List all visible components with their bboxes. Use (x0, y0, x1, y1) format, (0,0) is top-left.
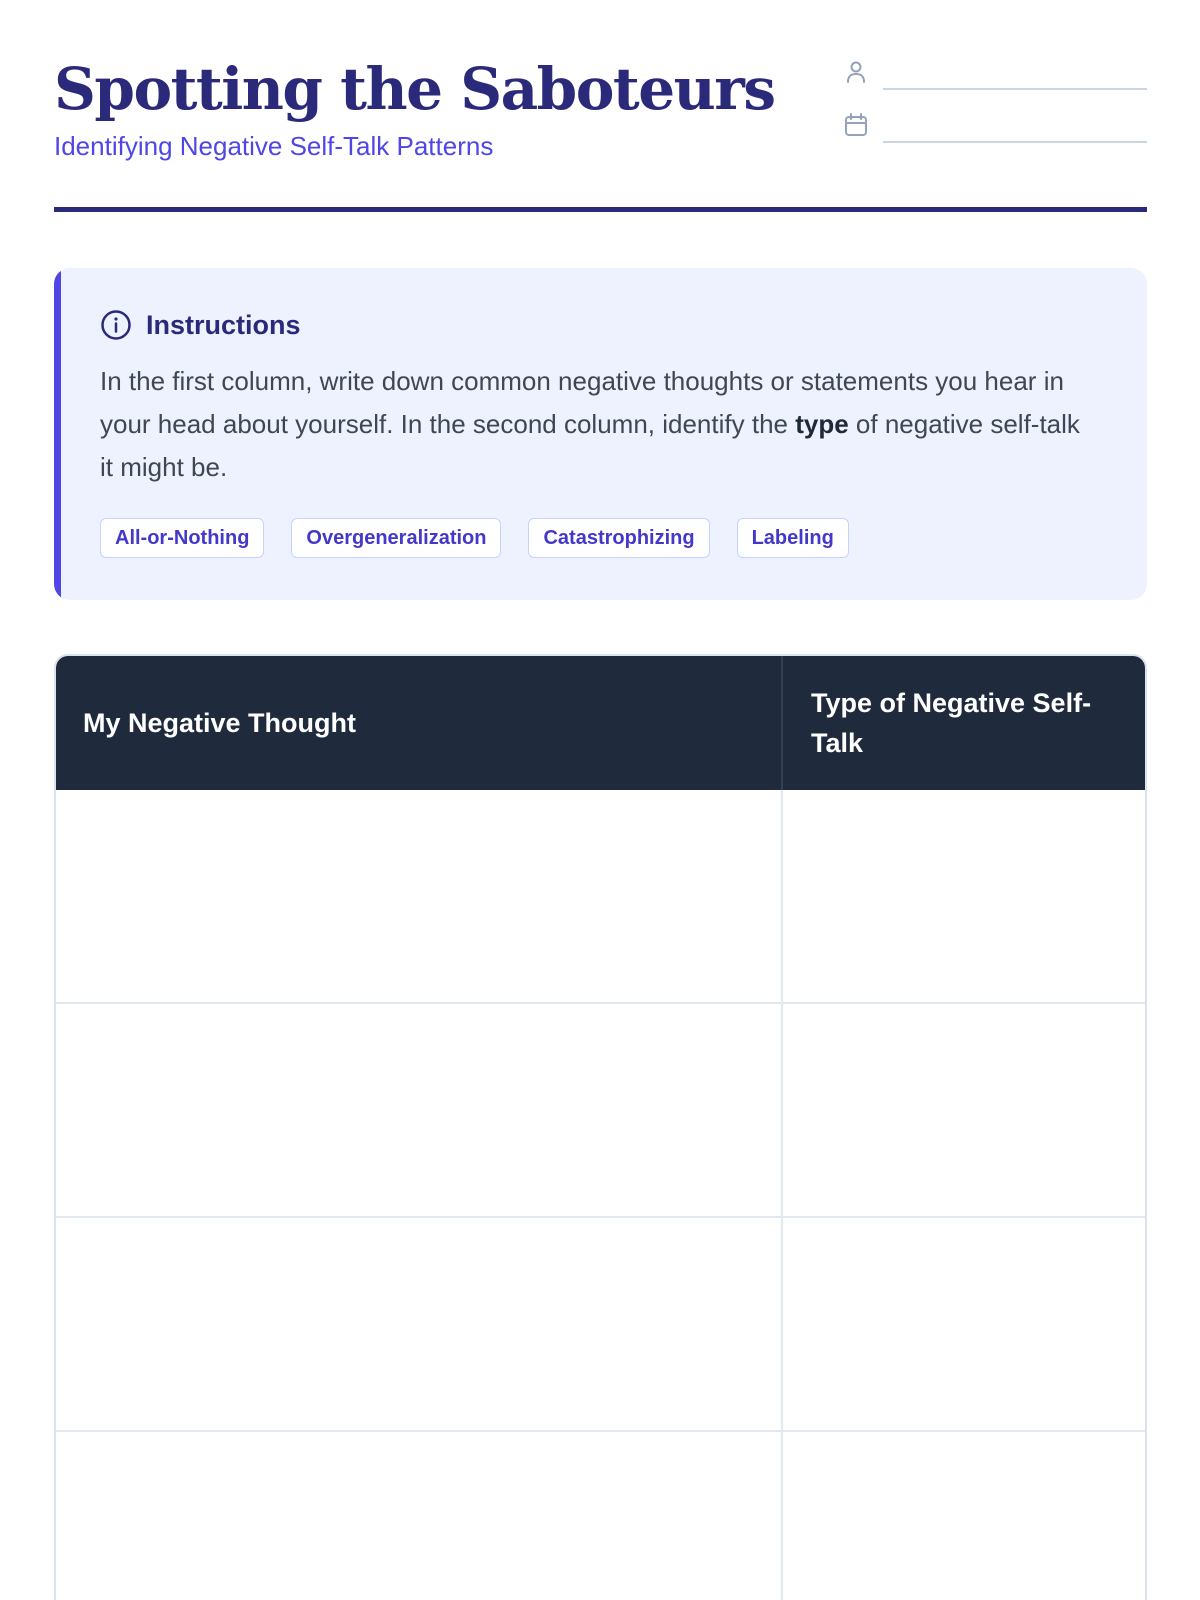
instructions-text-part1: In the first column, write down common negative thoughts or statements you hear in your head about yourself. In the second column, identify the (100, 366, 1064, 439)
date-field[interactable] (842, 107, 1147, 143)
type-cell[interactable] (783, 1004, 1145, 1216)
tag-all-or-nothing: All-or-Nothing (100, 518, 264, 558)
self-talk-type-tags (100, 518, 849, 558)
calendar-icon (842, 111, 870, 139)
user-icon (842, 58, 870, 86)
table-row (56, 1004, 1145, 1218)
instructions-title: Instructions (146, 309, 301, 340)
info-icon (100, 309, 132, 341)
instructions-text (100, 360, 1100, 489)
tag-overgeneralization: Overgeneralization (291, 518, 501, 558)
column-header-thought: My Negative Thought (56, 656, 783, 790)
column-header-type: Type of Negative Self-Talk (811, 688, 1092, 758)
tag-labeling: Labeling (737, 518, 849, 558)
tag-catastrophizing: Catastrophizing (528, 518, 709, 558)
thought-cell[interactable] (56, 1218, 783, 1430)
thoughts-table (54, 654, 1147, 1600)
instructions-text-part2: of negative self-talk it might be. (100, 409, 1080, 482)
thought-cell[interactable] (56, 790, 783, 1002)
table-row (56, 1218, 1145, 1432)
date-line (883, 141, 1147, 143)
type-cell[interactable] (783, 1218, 1145, 1430)
name-line (883, 88, 1147, 90)
page-subtitle: Identifying Negative Self-Talk Patterns (54, 131, 494, 161)
instructions-text-bold: type (795, 409, 849, 439)
instructions-heading (100, 308, 301, 342)
page-title: Spotting the Saboteurs (54, 55, 775, 123)
table-row (56, 790, 1145, 1004)
header-divider (54, 207, 1147, 212)
type-cell[interactable] (783, 1432, 1145, 1600)
type-cell[interactable] (783, 790, 1145, 1002)
table-body (56, 790, 1145, 1600)
instructions-panel (54, 268, 1147, 600)
name-field[interactable] (842, 54, 1147, 90)
table-row (56, 1432, 1145, 1600)
worksheet-page (54, 0, 1147, 1600)
worksheet-header (54, 50, 1147, 210)
thought-cell[interactable] (56, 1004, 783, 1216)
panel-accent-bar (54, 268, 61, 600)
thought-cell[interactable] (56, 1432, 783, 1600)
table-header (56, 656, 1145, 790)
